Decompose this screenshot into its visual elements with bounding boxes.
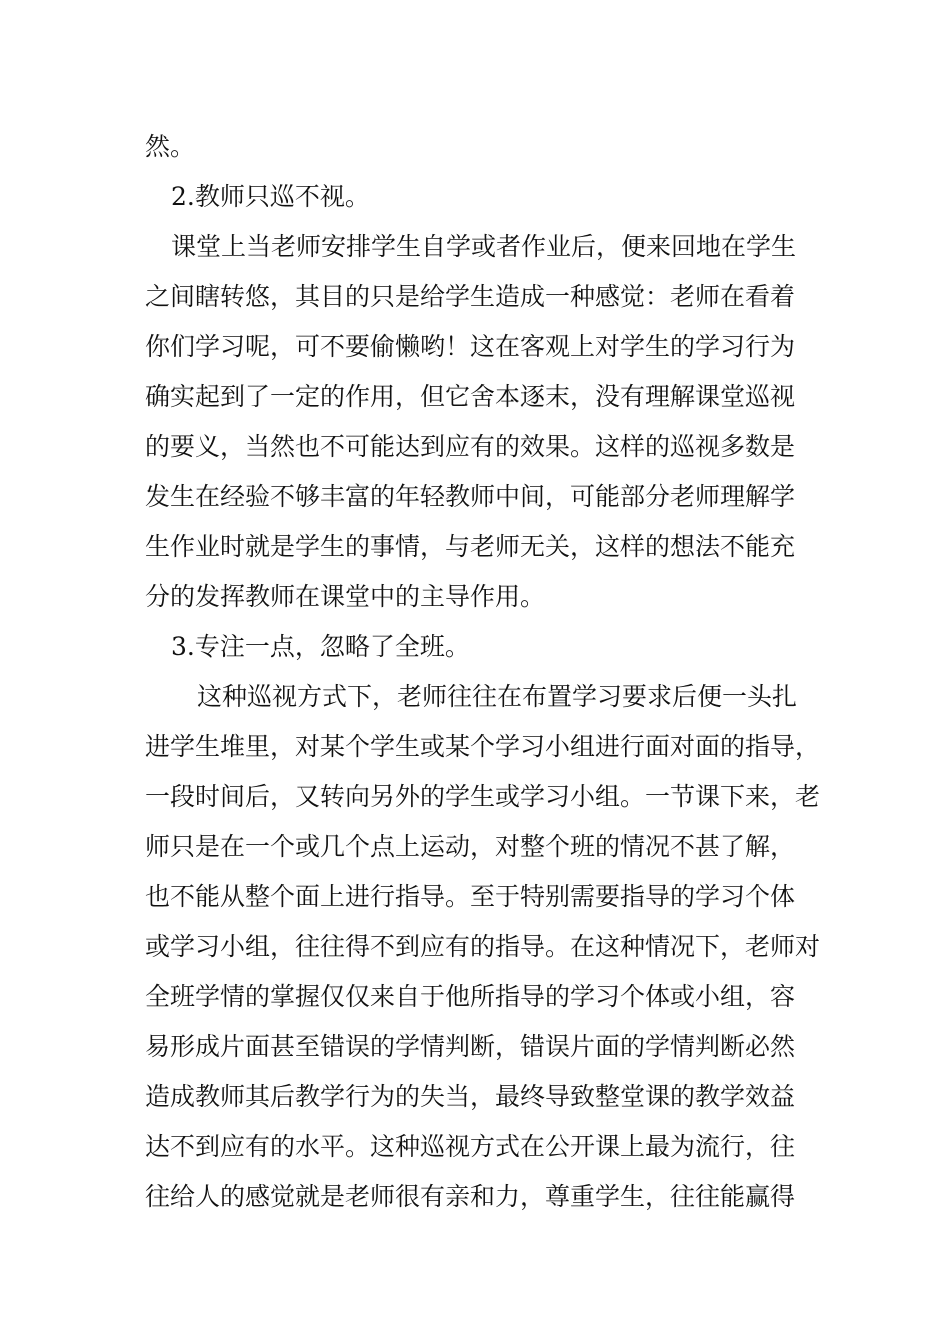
text-line: 易形成片面甚至错误的学情判断，错误片面的学情判断必然 xyxy=(145,1032,796,1061)
text-line: 的要义，当然也不可能达到应有的效果。这样的巡视多数是 xyxy=(145,432,796,461)
text-line: 进学生堆里，对某个学生或某个学习小组进行面对面的指导， xyxy=(145,732,821,761)
text-line: 全班学情的掌握仅仅来自于他所指导的学习个体或小组，容 xyxy=(145,982,796,1011)
body-text xyxy=(145,122,821,1222)
text-line: 发生在经验不够丰富的年轻教师中间，可能部分老师理解学 xyxy=(145,482,796,511)
text-line: 生作业时就是学生的事情，与老师无关，这样的想法不能充 xyxy=(145,532,796,561)
text-line: 课堂上当老师安排学生自学或者作业后，便来回地在学生 xyxy=(171,232,797,261)
section-heading: 2.教师只巡不视。 xyxy=(171,182,370,211)
text-line: 也不能从整个面上进行指导。至于特别需要指导的学习个体 xyxy=(145,882,796,911)
text-line: 然。 xyxy=(145,132,196,161)
text-line: 这种巡视方式下，老师往往在布置学习要求后便一头扎 xyxy=(197,682,798,711)
text-line: 往给人的感觉就是老师很有亲和力，尊重学生，往往能赢得 xyxy=(145,1182,796,1211)
text-line: 达不到应有的水平。这种巡视方式在公开课上最为流行，往 xyxy=(145,1132,796,1161)
text-line: 师只是在一个或几个点上运动，对整个班的情况不甚了解， xyxy=(145,832,796,861)
text-line: 之间瞎转悠，其目的只是给学生造成一种感觉：老师在看着 xyxy=(145,282,796,311)
text-line: 确实起到了一定的作用，但它舍本逐末，没有理解课堂巡视 xyxy=(145,382,796,411)
text-line: 分的发挥教师在课堂中的主导作用。 xyxy=(145,582,546,611)
text-line: 或学习小组，往往得不到应有的指导。在这种情况下，老师对 xyxy=(145,932,821,961)
text-line: 一段时间后，又转向另外的学生或学习小组。一节课下来，老 xyxy=(145,782,821,811)
text-line: 造成教师其后教学行为的失当，最终导致整堂课的教学效益 xyxy=(145,1082,796,1111)
section-heading: 3.专注一点，忽略了全班。 xyxy=(171,632,470,661)
text-line: 你们学习呢，可不要偷懒哟！这在客观上对学生的学习行为 xyxy=(145,332,796,361)
